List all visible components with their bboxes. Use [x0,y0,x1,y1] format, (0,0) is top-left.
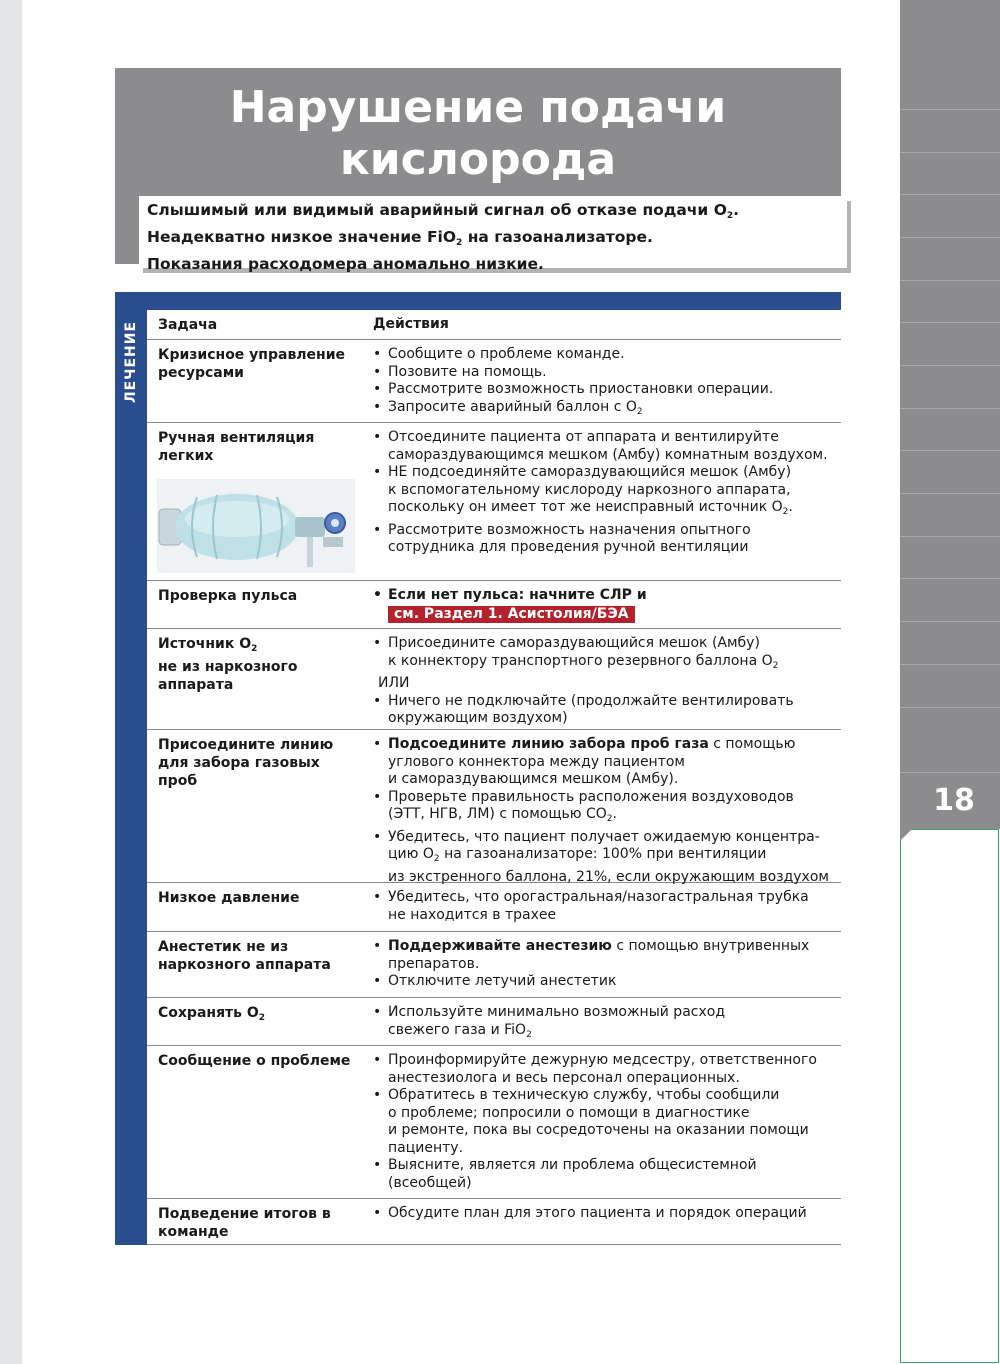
task-cell: Проверка пульса [158,588,298,604]
actions-cell [373,938,839,991]
action-item: • Запросите аварийный баллон с $O_2$ [373,399,839,422]
action-item: • Подсоедините линию забора проб газа с помощью углового коннектора между пациентом и самораздувающимся мешком (Амбу). [373,736,839,789]
action-or: ИЛИ [378,675,410,691]
table-header-row [147,310,841,340]
page-number: 18 [933,783,975,818]
symptom-line: Показания расходомера аномально низкие. [147,255,544,273]
title-line-1: Нарушение подачи [229,82,727,133]
table-row [147,998,841,1046]
action-item: • Если нет пульса: начните СЛР и см. Раздел 1. Асистолия/БЭА [373,587,839,623]
chapter-tab[interactable] [900,238,1000,281]
action-item: • Отключите летучий анестетик [373,973,839,991]
actions-cell [373,346,839,421]
symptom-line: Слышимый или видимый аварийный сигнал об отказе подачи $O_2$. [147,201,740,221]
table-row [147,1046,841,1199]
chapter-tab[interactable] [900,665,1000,708]
table-row [147,730,841,883]
action-item: • Позовите на помощь. [373,364,839,382]
action-item: • Используйте минимально возможный расход свежего газа и FiO$_2$ [373,1004,839,1044]
actions-cell [373,1052,839,1192]
action-item: • Сообщите о проблеме команде. [373,346,839,364]
chapter-tab[interactable] [900,708,1000,773]
action-item: • Обсудите план для этого пациента и порядок операций [373,1205,839,1223]
task-cell: Низкое давление [158,890,300,906]
table-row [147,932,841,998]
action-item: • Отсоедините пациента от аппарата и вентилируйте самораздувающимся мешком (Амбу) комнатным воздухом. [373,429,839,464]
chapter-tab[interactable] [900,323,1000,366]
action-item: • Рассмотрите возможность назначения опытного сотрудника для проведения ручной вентиляции [373,522,839,557]
tab-notch [900,829,912,841]
chapter-tab[interactable] [900,579,1000,622]
chapter-tabs [900,0,1000,1364]
action-item: • Обратитесь в техническую службу, чтобы сообщили о проблеме; попросили о помощи в диагностике и ремонте, пока вы сосредоточены на оказании помощи пациенту. [373,1087,839,1157]
action-item: • НЕ подсоединяйте самораздувающийся мешок (Амбу) к вспомогательному кислороду наркозного аппарата, поскольку он имеет тот же неисправный источник $O_2$. [373,464,839,522]
task-cell: Ручная вентиляция легких [158,430,315,464]
task-cell: Источник $O_2$ не из наркозного аппарата [158,636,298,693]
symptom-line: Неадекватно низкое значение FiO$_2$ на газоанализаторе. [147,228,653,248]
ambu-bag-image [157,479,355,573]
action-item: • Проверьте правильность расположения воздуховодов (ЭТТ, НГВ, ЛМ) с помощью $CO_2$. [373,789,839,829]
asystole-section-link[interactable]: см. Раздел 1. Асистолия/БЭА [388,606,635,624]
task-cell: Анестетик не из наркозного аппарата [158,939,331,973]
chapter-tab[interactable] [900,0,1000,110]
action-item: • Ничего не подключайте (продолжайте вентилировать окружающим воздухом) [373,693,839,728]
chapter-tab[interactable] [900,366,1000,409]
table-row [147,340,841,423]
table-top-bar [115,292,841,310]
actions-cell [373,1004,839,1044]
table-row [147,629,841,730]
action-item: • Убедитесь, что орогастральная/назогастральная трубка не находится в трахее [373,889,839,924]
actions-cell [373,635,839,728]
table-row [147,581,841,629]
chapter-tab[interactable] [900,195,1000,238]
task-cell: Подведение итогов в команде [158,1206,331,1240]
action-item: • Выясните, является ли проблема общесистемной (всеобщей) [373,1157,839,1192]
active-page-tab[interactable] [900,773,1000,829]
table-row [147,1199,841,1245]
table-row [147,883,841,932]
left-margin-strip [0,0,22,1364]
header-task: Задача [158,317,218,333]
action-item: • Присоедините самораздувающийся мешок (Амбу) к коннектору транспортного резервного баллона $O_2$ [373,635,839,675]
symptoms-box [139,196,847,273]
actions-cell [373,587,839,623]
action-item: • Поддерживайте анестезию с помощью внутривенных препаратов. [373,938,839,973]
tab-outline-frame [900,829,999,1363]
page-title [115,68,841,198]
chapter-tab[interactable] [900,494,1000,537]
chapter-tab[interactable] [900,537,1000,579]
task-cell: Кризисное управление ресурсами [158,347,346,381]
chapter-tab[interactable] [900,110,1000,153]
table-row [147,423,841,581]
task-cell: Сохранять $O_2$ [158,1005,266,1023]
task-cell: Присоедините линию для забора газовых проб [158,737,334,789]
actions-cell [373,736,839,886]
chapter-tab[interactable] [900,281,1000,323]
action-item: • Убедитесь, что пациент получает ожидаемую концентра- цию $O_2$ на газоанализаторе: 100% при вентиляции из экстренного баллона, 21%, если окружающим воздухом [373,829,839,887]
chapter-tab[interactable] [900,622,1000,665]
action-item: • Проинформируйте дежурную медсестру, ответственного анестезиолога и весь персонал операционных. [373,1052,839,1087]
task-cell: Сообщение о проблеме [158,1053,351,1069]
action-item: • Рассмотрите возможность приостановки операции. [373,381,839,399]
chapter-tab[interactable] [900,451,1000,494]
side-label-treatment: ЛЕЧЕНИЕ [123,320,139,404]
actions-cell [373,429,839,557]
title-box-tail [115,198,139,264]
table-side-bar [115,292,147,1245]
actions-cell [373,889,839,924]
title-line-2: кислорода [339,134,617,185]
actions-cell [373,1205,839,1223]
header-actions: Действия [373,316,449,332]
chapter-tab[interactable] [900,409,1000,451]
chapter-tab[interactable] [900,153,1000,195]
